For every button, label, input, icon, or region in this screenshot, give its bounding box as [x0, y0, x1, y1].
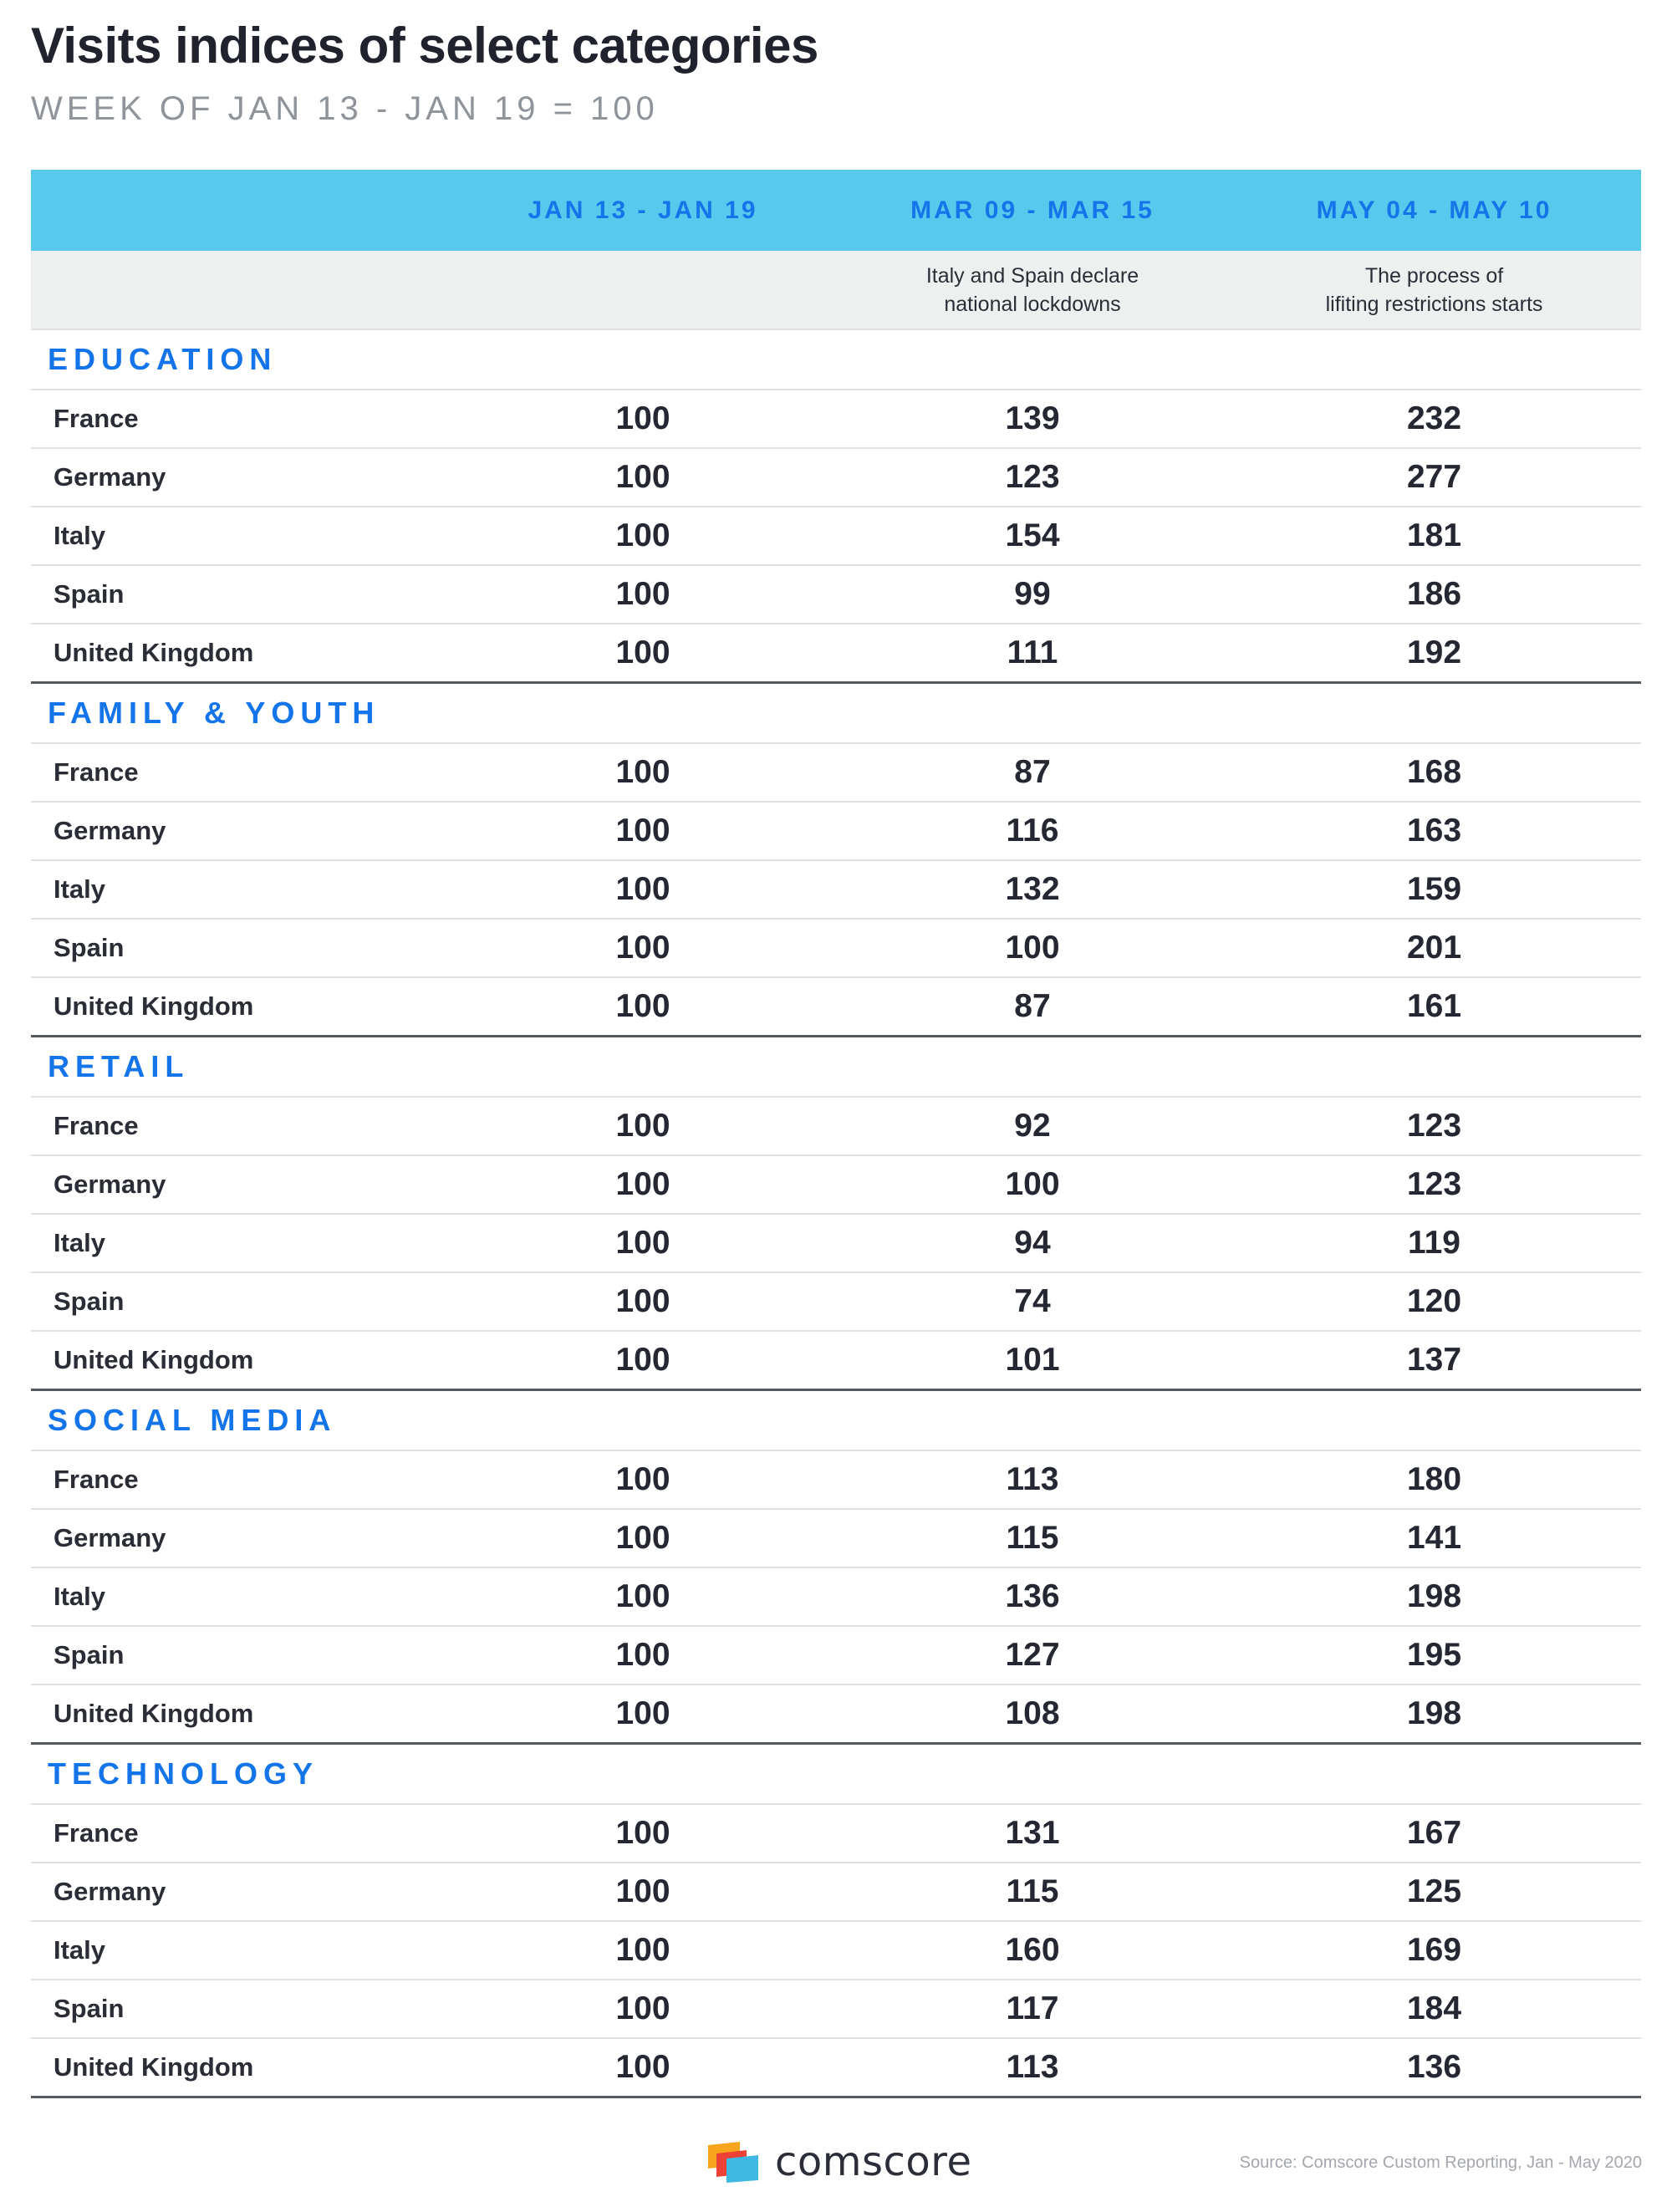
index-value-week-2: 131 [838, 1804, 1227, 1863]
index-value-week-3: 123 [1227, 1155, 1641, 1214]
index-value-week-1: 100 [448, 743, 838, 802]
column-header-row [31, 170, 1641, 251]
country-label: Italy [31, 1567, 448, 1626]
index-value-week-1: 100 [448, 1626, 838, 1684]
category-row-retail [31, 1037, 1641, 1098]
index-value-week-1: 100 [448, 1331, 838, 1390]
column-note-week-1 [448, 251, 838, 329]
category-label: TECHNOLOGY [31, 1744, 1641, 1805]
index-value-week-3: 136 [1227, 2038, 1641, 2097]
country-label: United Kingdom [31, 1331, 448, 1390]
index-value-week-3: 123 [1227, 1097, 1641, 1155]
index-value-week-2: 115 [838, 1509, 1227, 1567]
indices-table-container [31, 170, 1641, 2098]
index-value-week-2: 100 [838, 1155, 1227, 1214]
table-row [31, 1567, 1641, 1626]
index-value-week-2: 108 [838, 1684, 1227, 1744]
index-value-week-1: 100 [448, 390, 838, 448]
index-value-week-3: 167 [1227, 1804, 1641, 1863]
index-value-week-3: 184 [1227, 1980, 1641, 2038]
index-value-week-3: 180 [1227, 1450, 1641, 1509]
index-value-week-2: 101 [838, 1331, 1227, 1390]
index-value-week-2: 123 [838, 448, 1227, 507]
country-label: Italy [31, 507, 448, 565]
index-value-week-2: 154 [838, 507, 1227, 565]
index-value-week-1: 100 [448, 1214, 838, 1272]
category-row-education [31, 329, 1641, 390]
table-row [31, 1450, 1641, 1509]
category-row-technology [31, 1744, 1641, 1805]
index-value-week-1: 100 [448, 1097, 838, 1155]
country-label: United Kingdom [31, 1684, 448, 1744]
indices-table [31, 170, 1641, 2098]
category-label: RETAIL [31, 1037, 1641, 1098]
table-row [31, 743, 1641, 802]
index-value-week-3: 161 [1227, 977, 1641, 1037]
index-value-week-1: 100 [448, 1980, 838, 2038]
index-value-week-2: 113 [838, 1450, 1227, 1509]
index-value-week-2: 127 [838, 1626, 1227, 1684]
table-row [31, 624, 1641, 683]
country-label: Spain [31, 1980, 448, 2038]
column-note-row [31, 251, 1641, 329]
index-value-week-3: 181 [1227, 507, 1641, 565]
index-value-week-3: 120 [1227, 1272, 1641, 1331]
index-value-week-3: 169 [1227, 1921, 1641, 1980]
country-label: Germany [31, 1863, 448, 1921]
category-label: SOCIAL MEDIA [31, 1390, 1641, 1451]
index-value-week-2: 94 [838, 1214, 1227, 1272]
table-row [31, 1980, 1641, 2038]
index-value-week-3: 159 [1227, 860, 1641, 919]
index-value-week-2: 111 [838, 624, 1227, 683]
category-label: EDUCATION [31, 329, 1641, 390]
country-label: United Kingdom [31, 624, 448, 683]
index-value-week-2: 117 [838, 1980, 1227, 2038]
country-label: Germany [31, 448, 448, 507]
index-value-week-1: 100 [448, 1272, 838, 1331]
index-value-week-1: 100 [448, 1804, 838, 1863]
index-value-week-3: 125 [1227, 1863, 1641, 1921]
index-value-week-3: 168 [1227, 743, 1641, 802]
index-value-week-3: 198 [1227, 1567, 1641, 1626]
country-label: United Kingdom [31, 977, 448, 1037]
index-value-week-2: 92 [838, 1097, 1227, 1155]
index-value-week-1: 100 [448, 1921, 838, 1980]
note-blank-cell [31, 251, 448, 329]
table-row [31, 1214, 1641, 1272]
country-label: Spain [31, 1626, 448, 1684]
index-value-week-1: 100 [448, 1567, 838, 1626]
table-row [31, 1863, 1641, 1921]
index-value-week-1: 100 [448, 860, 838, 919]
country-label: Germany [31, 1509, 448, 1567]
index-value-week-1: 100 [448, 1450, 838, 1509]
table-row [31, 1155, 1641, 1214]
table-row [31, 1684, 1641, 1744]
column-header-week-1: JAN 13 - JAN 19 [448, 170, 838, 251]
index-value-week-3: 195 [1227, 1626, 1641, 1684]
index-value-week-1: 100 [448, 802, 838, 860]
table-row [31, 1804, 1641, 1863]
index-value-week-1: 100 [448, 2038, 838, 2097]
index-value-week-3: 163 [1227, 802, 1641, 860]
index-value-week-3: 141 [1227, 1509, 1641, 1567]
category-row-social-media [31, 1390, 1641, 1451]
column-header-week-2: MAR 09 - MAR 15 [838, 170, 1227, 251]
table-row [31, 1626, 1641, 1684]
table-row [31, 1272, 1641, 1331]
index-value-week-1: 100 [448, 977, 838, 1037]
table-row [31, 2038, 1641, 2097]
comscore-logo-icon [706, 2140, 760, 2184]
column-header-week-3: MAY 04 - MAY 10 [1227, 170, 1641, 251]
index-value-week-3: 186 [1227, 565, 1641, 624]
table-row [31, 1509, 1641, 1567]
table-row [31, 977, 1641, 1037]
table-row [31, 860, 1641, 919]
index-value-week-1: 100 [448, 1509, 838, 1567]
index-value-week-1: 100 [448, 507, 838, 565]
index-value-week-2: 116 [838, 802, 1227, 860]
column-note-week-3: The process of lifiting restrictions starts [1227, 251, 1641, 329]
country-label: France [31, 1450, 448, 1509]
country-label: United Kingdom [31, 2038, 448, 2097]
index-value-week-1: 100 [448, 1155, 838, 1214]
index-value-week-2: 132 [838, 860, 1227, 919]
index-value-week-3: 201 [1227, 919, 1641, 977]
index-value-week-2: 113 [838, 2038, 1227, 2097]
country-label: Italy [31, 860, 448, 919]
index-value-week-3: 119 [1227, 1214, 1641, 1272]
country-label: France [31, 1097, 448, 1155]
page-subtitle: WEEK OF JAN 13 - JAN 19 = 100 [31, 90, 659, 127]
table-row [31, 919, 1641, 977]
header-blank-cell [31, 170, 448, 251]
country-label: Spain [31, 565, 448, 624]
comscore-logo [706, 2137, 972, 2187]
index-value-week-1: 100 [448, 448, 838, 507]
table-body [31, 329, 1641, 2097]
index-value-week-3: 277 [1227, 448, 1641, 507]
table-row [31, 565, 1641, 624]
index-value-week-2: 160 [838, 1921, 1227, 1980]
column-note-week-2: Italy and Spain declare national lockdowns [838, 251, 1227, 329]
country-label: Italy [31, 1921, 448, 1980]
table-row [31, 1097, 1641, 1155]
source-note: Source: Comscore Custom Reporting, Jan - May 2020 [1239, 2153, 1642, 2172]
table-row [31, 1331, 1641, 1390]
table-row [31, 802, 1641, 860]
index-value-week-1: 100 [448, 565, 838, 624]
comscore-logo-text: comscore [775, 2138, 972, 2185]
country-label: Italy [31, 1214, 448, 1272]
index-value-week-2: 136 [838, 1567, 1227, 1626]
index-value-week-1: 100 [448, 1863, 838, 1921]
category-row-family-youth [31, 683, 1641, 744]
country-label: Germany [31, 1155, 448, 1214]
index-value-week-2: 87 [838, 743, 1227, 802]
country-label: Germany [31, 802, 448, 860]
index-value-week-3: 192 [1227, 624, 1641, 683]
category-label: FAMILY & YOUTH [31, 683, 1641, 744]
table-row [31, 507, 1641, 565]
country-label: Spain [31, 919, 448, 977]
table-row [31, 448, 1641, 507]
country-label: Spain [31, 1272, 448, 1331]
index-value-week-3: 232 [1227, 390, 1641, 448]
index-value-week-2: 99 [838, 565, 1227, 624]
page-title: Visits indices of select categories [31, 18, 818, 74]
country-label: France [31, 1804, 448, 1863]
index-value-week-3: 137 [1227, 1331, 1641, 1390]
index-value-week-1: 100 [448, 624, 838, 683]
index-value-week-3: 198 [1227, 1684, 1641, 1744]
index-value-week-2: 100 [838, 919, 1227, 977]
index-value-week-1: 100 [448, 919, 838, 977]
table-row [31, 1921, 1641, 1980]
country-label: France [31, 390, 448, 448]
index-value-week-2: 139 [838, 390, 1227, 448]
index-value-week-2: 87 [838, 977, 1227, 1037]
table-row [31, 390, 1641, 448]
index-value-week-2: 74 [838, 1272, 1227, 1331]
index-value-week-2: 115 [838, 1863, 1227, 1921]
index-value-week-1: 100 [448, 1684, 838, 1744]
country-label: France [31, 743, 448, 802]
